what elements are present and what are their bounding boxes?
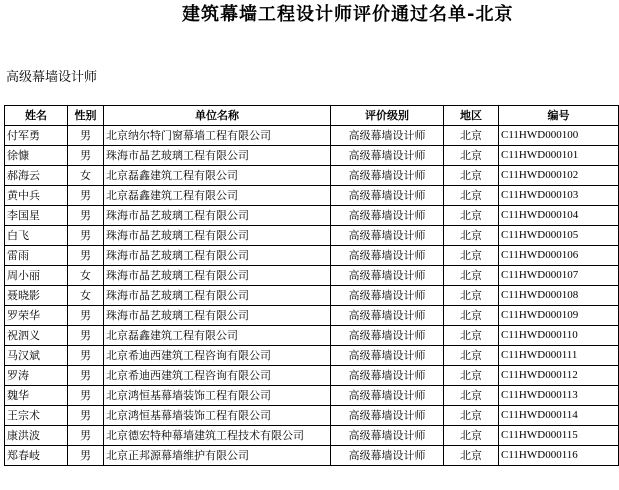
table-body: [5, 126, 619, 466]
cell-company: 北京磊鑫建筑工程有限公司: [104, 166, 331, 186]
cell-name: 聂晓影: [5, 286, 68, 306]
cell-gender: 男: [68, 246, 104, 266]
cell-code: C11HWD000106: [499, 246, 619, 266]
cell-code: C11HWD000116: [499, 446, 619, 466]
section-title: 高级幕墙设计师: [6, 70, 98, 85]
table-row: [5, 246, 619, 266]
cell-name: 雷雨: [5, 246, 68, 266]
cell-name: 罗荣华: [5, 306, 68, 326]
table-row: [5, 326, 619, 346]
cell-company: 珠海市晶艺玻璃工程有限公司: [104, 286, 331, 306]
cell-code: C11HWD000115: [499, 426, 619, 446]
cell-level: 高级幕墙设计师: [331, 326, 444, 346]
cell-gender: 女: [68, 166, 104, 186]
cell-code: C11HWD000112: [499, 366, 619, 386]
cell-name: 郝海云: [5, 166, 68, 186]
cell-code: C11HWD000105: [499, 226, 619, 246]
header-gender: 性别: [68, 106, 104, 126]
table-row: [5, 286, 619, 306]
cell-name: 黄中兵: [5, 186, 68, 206]
table-row: [5, 166, 619, 186]
cell-level: 高级幕墙设计师: [331, 246, 444, 266]
cell-level: 高级幕墙设计师: [331, 386, 444, 406]
cell-region: 北京: [444, 446, 499, 466]
cell-company: 北京希迪西建筑工程咨询有限公司: [104, 366, 331, 386]
cell-company: 珠海市晶艺玻璃工程有限公司: [104, 206, 331, 226]
cell-company: 珠海市晶艺玻璃工程有限公司: [104, 226, 331, 246]
cell-code: C11HWD000101: [499, 146, 619, 166]
cell-code: C11HWD000108: [499, 286, 619, 306]
cell-region: 北京: [444, 386, 499, 406]
cell-level: 高级幕墙设计师: [331, 126, 444, 146]
cell-region: 北京: [444, 246, 499, 266]
table-row: [5, 146, 619, 166]
cell-region: 北京: [444, 146, 499, 166]
designer-list-table: [4, 105, 619, 466]
cell-gender: 男: [68, 346, 104, 366]
table-row: [5, 386, 619, 406]
cell-name: 郑春岐: [5, 446, 68, 466]
cell-level: 高级幕墙设计师: [331, 226, 444, 246]
cell-name: 徐慷: [5, 146, 68, 166]
cell-gender: 男: [68, 386, 104, 406]
cell-gender: 男: [68, 406, 104, 426]
page-title: 建筑幕墙工程设计师评价通过名单-北京: [182, 4, 514, 25]
cell-level: 高级幕墙设计师: [331, 206, 444, 226]
cell-name: 王宗术: [5, 406, 68, 426]
cell-code: C11HWD000111: [499, 346, 619, 366]
cell-name: 白飞: [5, 226, 68, 246]
table-row: [5, 186, 619, 206]
cell-gender: 男: [68, 226, 104, 246]
cell-region: 北京: [444, 306, 499, 326]
cell-level: 高级幕墙设计师: [331, 346, 444, 366]
cell-company: 北京德宏特种幕墙建筑工程技术有限公司: [104, 426, 331, 446]
cell-code: C11HWD000110: [499, 326, 619, 346]
cell-code: C11HWD000102: [499, 166, 619, 186]
table-row: [5, 366, 619, 386]
cell-gender: 男: [68, 426, 104, 446]
header-company: 单位名称: [104, 106, 331, 126]
table-row: [5, 426, 619, 446]
cell-level: 高级幕墙设计师: [331, 306, 444, 326]
cell-code: C11HWD000114: [499, 406, 619, 426]
cell-gender: 男: [68, 306, 104, 326]
cell-gender: 男: [68, 326, 104, 346]
cell-gender: 男: [68, 206, 104, 226]
cell-company: 北京纳尔特门窗幕墙工程有限公司: [104, 126, 331, 146]
cell-company: 北京磊鑫建筑工程有限公司: [104, 186, 331, 206]
cell-name: 付军勇: [5, 126, 68, 146]
cell-company: 北京鸿恒基幕墙装饰工程有限公司: [104, 386, 331, 406]
cell-level: 高级幕墙设计师: [331, 166, 444, 186]
cell-gender: 男: [68, 446, 104, 466]
cell-gender: 女: [68, 266, 104, 286]
cell-company: 珠海市晶艺玻璃工程有限公司: [104, 266, 331, 286]
cell-name: 周小丽: [5, 266, 68, 286]
cell-name: 罗涛: [5, 366, 68, 386]
cell-level: 高级幕墙设计师: [331, 286, 444, 306]
cell-region: 北京: [444, 366, 499, 386]
cell-name: 李国星: [5, 206, 68, 226]
cell-gender: 男: [68, 146, 104, 166]
cell-region: 北京: [444, 406, 499, 426]
table-row: [5, 266, 619, 286]
cell-name: 康洪波: [5, 426, 68, 446]
cell-code: C11HWD000100: [499, 126, 619, 146]
cell-level: 高级幕墙设计师: [331, 266, 444, 286]
cell-company: 珠海市晶艺玻璃工程有限公司: [104, 246, 331, 266]
header-name: 姓名: [5, 106, 68, 126]
cell-company: 珠海市晶艺玻璃工程有限公司: [104, 306, 331, 326]
table-header: [5, 106, 619, 126]
cell-level: 高级幕墙设计师: [331, 446, 444, 466]
table-row: [5, 406, 619, 426]
table-row: [5, 446, 619, 466]
cell-company: 北京磊鑫建筑工程有限公司: [104, 326, 331, 346]
cell-level: 高级幕墙设计师: [331, 406, 444, 426]
cell-region: 北京: [444, 426, 499, 446]
header-code: 编号: [499, 106, 619, 126]
cell-company: 北京希迪西建筑工程咨询有限公司: [104, 346, 331, 366]
cell-region: 北京: [444, 286, 499, 306]
cell-level: 高级幕墙设计师: [331, 366, 444, 386]
header-level: 评价级别: [331, 106, 444, 126]
cell-region: 北京: [444, 206, 499, 226]
cell-code: C11HWD000107: [499, 266, 619, 286]
cell-gender: 男: [68, 126, 104, 146]
cell-company: 珠海市晶艺玻璃工程有限公司: [104, 146, 331, 166]
cell-level: 高级幕墙设计师: [331, 426, 444, 446]
cell-name: 马汉斌: [5, 346, 68, 366]
header-row: [5, 106, 619, 126]
cell-name: 魏华: [5, 386, 68, 406]
cell-gender: 男: [68, 366, 104, 386]
cell-code: C11HWD000103: [499, 186, 619, 206]
cell-gender: 女: [68, 286, 104, 306]
table-row: [5, 346, 619, 366]
cell-region: 北京: [444, 346, 499, 366]
header-region: 地区: [444, 106, 499, 126]
cell-company: 北京鸿恒基幕墙装饰工程有限公司: [104, 406, 331, 426]
cell-level: 高级幕墙设计师: [331, 186, 444, 206]
table-row: [5, 306, 619, 326]
cell-level: 高级幕墙设计师: [331, 146, 444, 166]
table-row: [5, 206, 619, 226]
cell-gender: 男: [68, 186, 104, 206]
cell-code: C11HWD000104: [499, 206, 619, 226]
cell-region: 北京: [444, 266, 499, 286]
cell-company: 北京正邦源幕墙维护有限公司: [104, 446, 331, 466]
cell-region: 北京: [444, 166, 499, 186]
cell-name: 祝泗义: [5, 326, 68, 346]
cell-region: 北京: [444, 326, 499, 346]
table-row: [5, 126, 619, 146]
cell-region: 北京: [444, 186, 499, 206]
cell-code: C11HWD000113: [499, 386, 619, 406]
cell-code: C11HWD000109: [499, 306, 619, 326]
cell-region: 北京: [444, 226, 499, 246]
table-row: [5, 226, 619, 246]
cell-region: 北京: [444, 126, 499, 146]
